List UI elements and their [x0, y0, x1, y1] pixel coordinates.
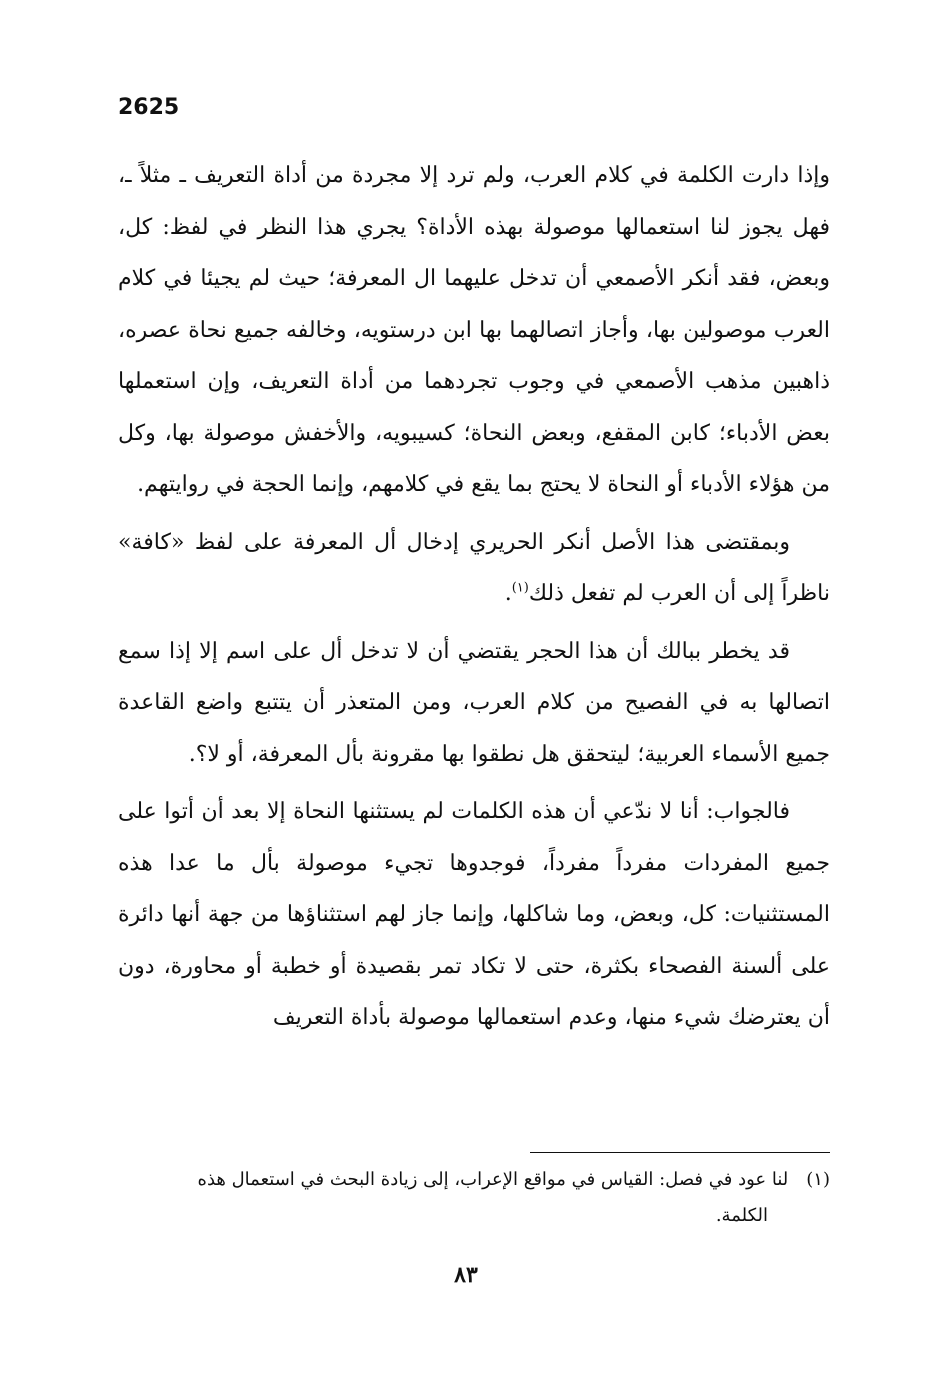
paragraph-hariri [118, 517, 830, 620]
footnote-separator [530, 1152, 830, 1153]
paragraph-hariri-end: . [504, 581, 512, 606]
paragraph-objection: قد يخطر ببالك أن هذا الحجر يقتضي أن لا تدخل أل على اسم إلا إذا سمع اتصالها به في الفصيح من كلام العرب، ومن المتعذر أن يتتبع واضع القاعدة جميع الأسماء العربية؛ ليتحقق هل نطقوا بها مقرونة بأل المعرفة، أو لا؟. [118, 638, 830, 767]
footnote [118, 1162, 830, 1234]
paragraph-definite-article: وإذا دارت الكلمة في كلام العرب، ولم ترد إلا مجردة من أداة التعريف ـ مثلاً ـ، فهل يجوز لنا استعمالها موصولة بهذه الأداة؟ يجري هذا النظر في لفظ: كل، وبعض، فقد أنكر الأصمعي أن تدخل عليهما ال المعرفة؛ حيث لم يجيئا في كلام العرب موصولين بها، وأجاز اتصالهما بها ابن درستويه، وخالفه جميع نحاة عصره، ذاهبين مذهب الأصمعي في وجوب تجردهما من أداة التعريف، وإن استعملها بعض الأدباء؛ كابن المقفع، وبعض النحاة؛ كسيبويه، والأخفش موصولة بها، وكل من هؤلاء الأدباء أو النحاة لا يحتج بما يقع في كلامهم، وإنما الحجة في روايتهم. [118, 163, 830, 497]
footnote-marker: (١) [806, 1169, 830, 1190]
page-number: ٨٣ [454, 1262, 478, 1288]
paragraph-answer: فالجواب: أنا لا ندّعي أن هذه الكلمات لم يستثنها النحاة إلا بعد أن أتوا على جميع المفردات مفرداً مفرداً، فوجدوها تجيء موصولة بأل ما عدا هذه المستثنيات: كل، وبعض، وما شاكلها، وإنما جاز لهم استثناؤها من جهة أنها دائرة على ألسنة الفصحاء بكثرة، حتى لا تكاد تمر بقصيدة أو خطبة أو محاورة، دون أن يعترضك شيء منها، وعدم استعمالها موصولة بأداة التعريف [118, 799, 830, 1030]
archive-number: 2625 [118, 95, 180, 120]
footnote-reference[interactable]: (١) [511, 580, 529, 596]
footnote-line-1: لنا عود في فصل: القياس في مواقع الإعراب، إلى زيادة البحث في استعمال هذه [197, 1169, 789, 1190]
footnote-line-2: الكلمة. [715, 1205, 768, 1226]
main-text [118, 150, 830, 1044]
paragraph-hariri-text: وبمقتضى هذا الأصل أنكر الحريري إدخال أل المعرفة على لفظ «كافة» ناظراً إلى أن العرب لم تفعل ذلك [118, 529, 830, 606]
